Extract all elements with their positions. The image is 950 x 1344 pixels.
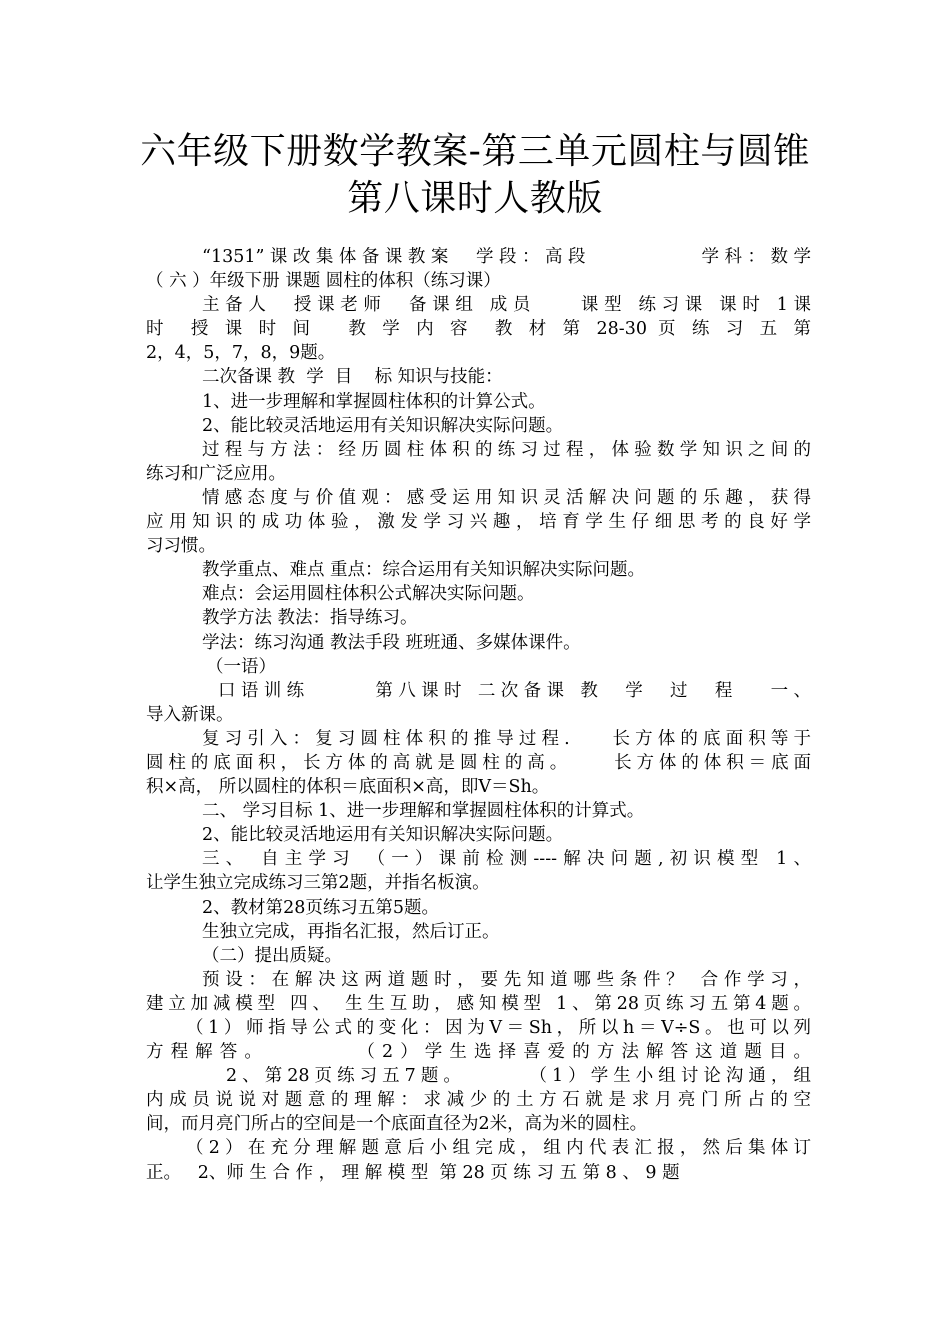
body-text-line: 生独立完成，再指名汇报，然后订正。 [202, 921, 500, 942]
body-text-line: （2）在充分理解题意后小组完成，组内代表汇报，然后集体订 [186, 1138, 811, 1159]
body-text-line: 口语训练 第八课时 二次备课 教 学 过 程 一、 [218, 680, 811, 701]
body-text-line: 方程解答。 （2）学生选择喜爱的方法解答这道题目。 [146, 1042, 811, 1063]
body-text-line: 难点：会运用圆柱体积公式解决实际问题。 [202, 584, 535, 605]
body-text-line: 导入新课。 [146, 704, 234, 725]
body-text-line: （1）师指导公式的变化：因为V＝Sh，所以h＝V÷S。也可以列 [186, 1018, 811, 1038]
body-text-line: 复习引入：复习圆柱体积的推导过程. 长方体的底面积等于 [202, 728, 811, 749]
body-text-line: 应用知识的成功体验，激发学习兴趣，培育学生仔细思考的良好学 [146, 512, 811, 533]
body-text-line: “1351”课改集体备课教案 学段：高段 学科：数学 [202, 247, 811, 267]
document-body [146, 245, 811, 1185]
body-text-line: 积×高， 所以圆柱的体积＝底面积×高，即V＝Sh。 [146, 777, 550, 798]
body-text-line: 让学生独立完成练习三第2题，并指名板演。 [146, 873, 490, 894]
body-text-line: 2，4，5，7，8，9题。 [146, 343, 336, 364]
body-text-line: 内成员说说对题意的理解：求减少的土方石就是求月亮门所占的空 [146, 1090, 811, 1111]
body-text-line: 过程与方法：经历圆柱体积的练习过程，体验数学知识之间的 [202, 439, 811, 460]
body-text-line: 1、进一步理解和掌握圆柱体积的计算公式。 [202, 391, 546, 412]
body-text-line: 主备人 授课老师 备课组 成员 课型 练习课 课时 1课 [202, 295, 811, 316]
body-text-line: 圆柱的底面积，长方体的高就是圆柱的高。 长方体的体积＝底面 [146, 752, 811, 773]
body-text-line: 时 授 课 时 间 教 学 内 容 教 材 第 28-30 页 练 习 五 第 [146, 319, 811, 340]
body-text-line: 教学方法 教法：指导练习。 [202, 608, 418, 629]
body-text-line: 2、能比较灵活地运用有关知识解决实际问题。 [202, 415, 564, 436]
body-text-line: 2、能比较灵活地运用有关知识解决实际问题。 [202, 825, 564, 846]
body-text-line: 二次备课 教 学 目 标 知识与技能： [202, 367, 503, 388]
body-text-line: 三、 自主学习 （一）课前检测----解决问题,初识模型 1、 [202, 849, 811, 870]
body-text-line: 建立加减模型 四、 生生互助，感知模型 1、第28页练习五第4题。 [146, 993, 811, 1014]
body-text-line: （二）提出质疑。 [202, 945, 342, 966]
body-text-line: 二、 学习目标 1、进一步理解和掌握圆柱体积的计算式。 [202, 801, 645, 822]
body-text-line: 教学重点、难点 重点：综合运用有关知识解决实际问题。 [202, 560, 646, 581]
body-text-line: 正。 2、师 生 合 作 ， 理 解 模 型 第 28 页 练 习 五 第 8 、 9 题 [146, 1162, 680, 1183]
body-text-line: 间，而月亮门所占的空间是一个底面直径为2米，高为米的圆柱。 [146, 1114, 648, 1135]
body-text-line: （ 六 ）年级下册 课题 圆柱的体积（练习课） [146, 271, 501, 292]
body-text-line: 2、第28页练习五7题。 （1）学生小组讨论沟通，组 [226, 1066, 811, 1087]
document-title-line-2: 第八课时人教版 [347, 178, 603, 219]
body-text-line: 学法：练习沟通 教法手段 班班通、多媒体课件。 [202, 632, 581, 653]
body-text-line: 情感态度与价值观：感受运用知识灵活解决问题的乐趣，获得 [202, 487, 811, 508]
body-text-line: （一语） [206, 656, 276, 677]
body-text-line: 练习和广泛应用。 [146, 463, 286, 484]
document-title-line-1: 六年级下册数学教案-第三单元圆柱与圆锥 [140, 131, 810, 172]
body-text-line: 习习惯。 [146, 536, 216, 557]
body-text-line: 2、教材第28页练习五第5题。 [202, 897, 440, 918]
body-text-line: 预设：在解决这两道题时，要先知道哪些条件？ 合作学习， [202, 969, 811, 990]
